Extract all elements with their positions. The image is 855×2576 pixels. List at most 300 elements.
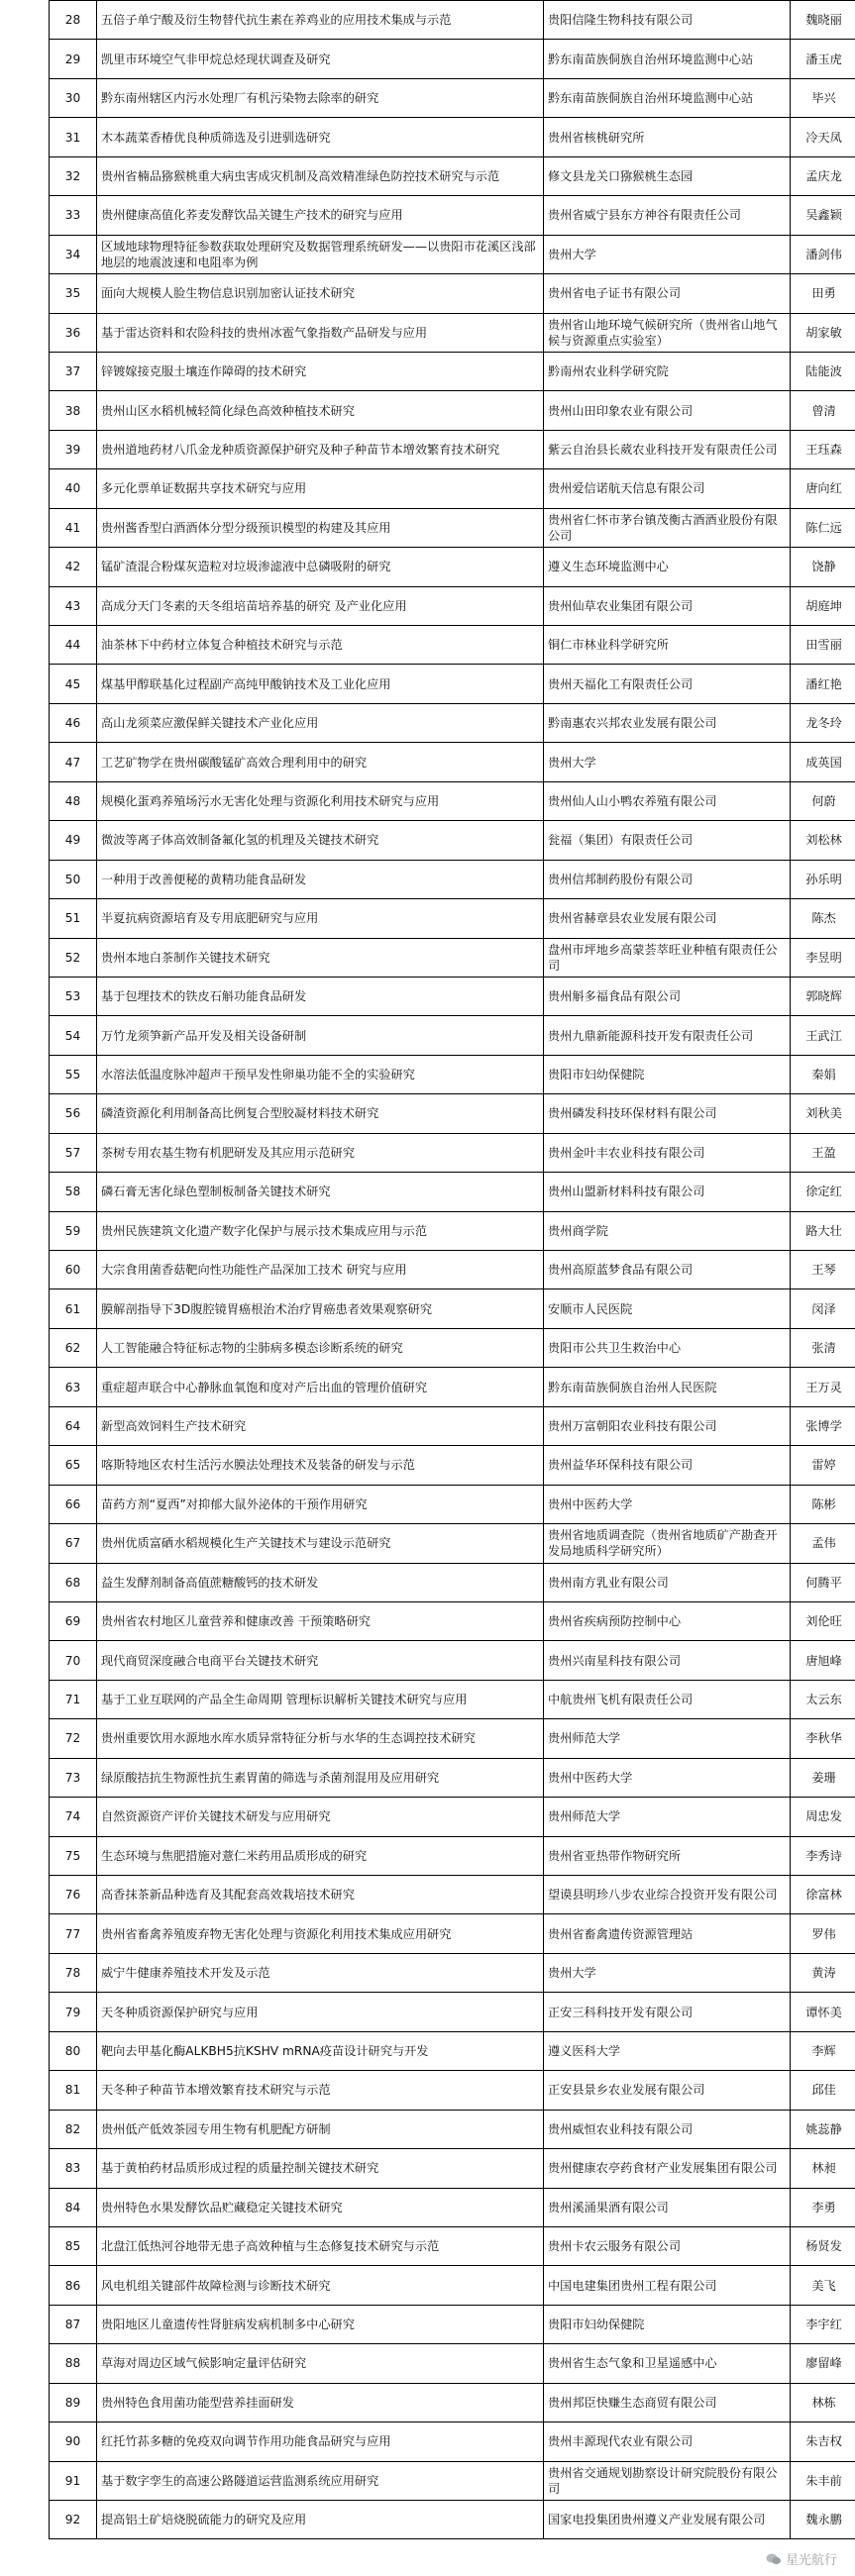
row-number-cell: 35 bbox=[50, 274, 97, 313]
principal-investigator-cell: 杨贤发 bbox=[791, 2226, 855, 2265]
principal-investigator-cell: 刘秋美 bbox=[791, 1094, 855, 1133]
organization-cell: 贵州九鼎新能源科技开发有限责任公司 bbox=[544, 1016, 791, 1055]
row-number-cell: 33 bbox=[50, 196, 97, 235]
principal-investigator-cell: 李昱明 bbox=[791, 938, 855, 977]
organization-cell: 贵州天福化工有限责任公司 bbox=[544, 665, 791, 703]
principal-investigator-cell: 刘松林 bbox=[791, 821, 855, 860]
principal-investigator-cell: 徐定红 bbox=[791, 1173, 855, 1211]
project-title-cell: 贵州本地白茶制作关键技术研究 bbox=[97, 938, 544, 977]
table-row bbox=[50, 665, 855, 703]
row-number-cell: 88 bbox=[50, 2344, 97, 2383]
table-row bbox=[50, 1055, 855, 1093]
organization-cell: 望谟县明珍八步农业综合投资开发有限公司 bbox=[544, 1876, 791, 1914]
row-number-cell: 53 bbox=[50, 977, 97, 1015]
table-row bbox=[50, 586, 855, 625]
principal-investigator-cell: 陈彬 bbox=[791, 1485, 855, 1523]
table-row bbox=[50, 430, 855, 468]
table-row bbox=[50, 1563, 855, 1601]
organization-cell: 贵州省山地环境气候研究所（贵州省山地气候与资源重点实验室） bbox=[544, 313, 791, 352]
project-title-cell: 贵州重要饮用水源地水库水质异常特征分析与水华的生态调控技术研究 bbox=[97, 1719, 544, 1758]
organization-cell: 贵州商学院 bbox=[544, 1211, 791, 1250]
project-title-cell: 规模化蛋鸡养殖场污水无害化处理与资源化利用技术研究与应用 bbox=[97, 781, 544, 820]
principal-investigator-cell: 秦娟 bbox=[791, 1055, 855, 1093]
row-number-cell: 79 bbox=[50, 1993, 97, 2031]
project-title-cell: 自然资源资产评价关键技术研发与应用研究 bbox=[97, 1798, 544, 1836]
project-title-cell: 绿原酸拮抗生物源性抗生素胃菌的筛选与杀菌剂混用及应用研究 bbox=[97, 1758, 544, 1797]
principal-investigator-cell: 林昶 bbox=[791, 2149, 855, 2188]
row-number-cell: 86 bbox=[50, 2266, 97, 2305]
principal-investigator-cell: 孙乐明 bbox=[791, 860, 855, 898]
table-row bbox=[50, 548, 855, 586]
project-title-cell: 区域地球物理特征参数获取处理研究及数据管理系统研发——以贵阳市花溪区浅部地层的地震波速和电阻率为例 bbox=[97, 235, 544, 273]
table-row bbox=[50, 2149, 855, 2188]
row-number-cell: 77 bbox=[50, 1914, 97, 1953]
principal-investigator-cell: 陆能波 bbox=[791, 352, 855, 390]
principal-investigator-cell: 陈杰 bbox=[791, 899, 855, 938]
table-row bbox=[50, 1914, 855, 1953]
project-title-cell: 贵州道地药材八爪金龙种质资源保护研究及种子种苗节本增效繁育技术研究 bbox=[97, 430, 544, 468]
principal-investigator-cell: 毕兴 bbox=[791, 78, 855, 117]
project-title-cell: 茶树专用农基生物有机肥研发及其应用示范研究 bbox=[97, 1133, 544, 1172]
table-row bbox=[50, 1328, 855, 1367]
principal-investigator-cell: 陈仁远 bbox=[791, 508, 855, 547]
table-row bbox=[50, 899, 855, 938]
table-row bbox=[50, 1173, 855, 1211]
project-title-cell: 磷石膏无害化绿色塑制板制备关键技术研究 bbox=[97, 1173, 544, 1211]
project-title-cell: 膜解剖指导下3D腹腔镜胃癌根治术治疗胃癌患者效果观察研究 bbox=[97, 1289, 544, 1328]
project-title-cell: 风电机组关键部件故障检测与诊断技术研究 bbox=[97, 2266, 544, 2305]
table-row bbox=[50, 977, 855, 1015]
row-number-cell: 38 bbox=[50, 391, 97, 430]
table-row bbox=[50, 1719, 855, 1758]
principal-investigator-cell: 王万灵 bbox=[791, 1368, 855, 1406]
table-row bbox=[50, 118, 855, 156]
table-row bbox=[50, 2188, 855, 2226]
organization-cell: 贵州省核桃研究所 bbox=[544, 118, 791, 156]
row-number-cell: 72 bbox=[50, 1719, 97, 1758]
project-title-cell: 水溶法低温度脉冲超声干预早发性卵巢功能不全的实验研究 bbox=[97, 1055, 544, 1093]
organization-cell: 贵州仙人山小鸭农养殖有限公司 bbox=[544, 781, 791, 820]
row-number-cell: 75 bbox=[50, 1836, 97, 1875]
principal-investigator-cell: 潘红艳 bbox=[791, 665, 855, 703]
table-row bbox=[50, 40, 855, 78]
project-title-cell: 贵州省畜禽养殖废弃物无害化处理与资源化利用技术集成应用研究 bbox=[97, 1914, 544, 1953]
table-row bbox=[50, 1798, 855, 1836]
organization-cell: 贵州大学 bbox=[544, 235, 791, 273]
organization-cell: 贵州省电子证书有限公司 bbox=[544, 274, 791, 313]
organization-cell: 贵州省威宁县东方神谷有限责任公司 bbox=[544, 196, 791, 235]
organization-cell: 正安三科科技开发有限公司 bbox=[544, 1993, 791, 2031]
table-row bbox=[50, 1601, 855, 1640]
row-number-cell: 62 bbox=[50, 1328, 97, 1367]
row-number-cell: 71 bbox=[50, 1680, 97, 1718]
row-number-cell: 73 bbox=[50, 1758, 97, 1797]
table-row bbox=[50, 1641, 855, 1680]
table-row bbox=[50, 1251, 855, 1289]
project-title-cell: 黔东南州辖区内污水处理厂有机污染物去除率的研究 bbox=[97, 78, 544, 117]
project-title-cell: 北盘江低热河谷地带无患子高效种植与生态修复技术研究与示范 bbox=[97, 2226, 544, 2265]
organization-cell: 贵州信邦制药股份有限公司 bbox=[544, 860, 791, 898]
row-number-cell: 48 bbox=[50, 781, 97, 820]
table-row bbox=[50, 2344, 855, 2383]
organization-cell: 遵义生态环境监测中心 bbox=[544, 548, 791, 586]
row-number-cell: 31 bbox=[50, 118, 97, 156]
organization-cell: 修文县龙关口猕猴桃生态园 bbox=[544, 156, 791, 195]
project-title-cell: 锌镀嫁接克服土壤连作障碍的技术研究 bbox=[97, 352, 544, 390]
principal-investigator-cell: 雷婷 bbox=[791, 1446, 855, 1485]
row-number-cell: 59 bbox=[50, 1211, 97, 1250]
project-title-cell: 半夏抗病资源培育及专用底肥研究与应用 bbox=[97, 899, 544, 938]
row-number-cell: 40 bbox=[50, 469, 97, 508]
row-number-cell: 74 bbox=[50, 1798, 97, 1836]
watermark-text: 星光航行 bbox=[785, 2553, 837, 2568]
project-title-cell: 益生发酵剂制备高值蔗糖酸钙的技术研发 bbox=[97, 1563, 544, 1601]
principal-investigator-cell: 吴鑫颖 bbox=[791, 196, 855, 235]
table-row bbox=[50, 274, 855, 313]
principal-investigator-cell: 廖留峰 bbox=[791, 2344, 855, 2383]
organization-cell: 贵州师范大学 bbox=[544, 1719, 791, 1758]
table-row bbox=[50, 2071, 855, 2110]
project-title-cell: 现代商贸深度融合电商平台关键技术研究 bbox=[97, 1641, 544, 1680]
project-title-cell: 天冬种子种苗节本增效繁育技术研究与示范 bbox=[97, 2071, 544, 2110]
principal-investigator-cell: 李勇 bbox=[791, 2188, 855, 2226]
row-number-cell: 87 bbox=[50, 2305, 97, 2343]
principal-investigator-cell: 徐富林 bbox=[791, 1876, 855, 1914]
principal-investigator-cell: 闵泽 bbox=[791, 1289, 855, 1328]
project-title-cell: 面向大规模人脸生物信息识别加密认证技术研究 bbox=[97, 274, 544, 313]
organization-cell: 贵州中医药大学 bbox=[544, 1758, 791, 1797]
project-table-body bbox=[50, 1, 855, 2539]
organization-cell: 遵义医科大学 bbox=[544, 2031, 791, 2070]
principal-investigator-cell: 张清 bbox=[791, 1328, 855, 1367]
project-title-cell: 贵州健康高值化荞麦发酵饮品关键生产技术的研究与应用 bbox=[97, 196, 544, 235]
organization-cell: 贵阳信隆生物科技有限公司 bbox=[544, 1, 791, 40]
table-row bbox=[50, 1680, 855, 1718]
organization-cell: 贵州省地质调查院（贵州省地质矿产勘查开发局地质科学研究所） bbox=[544, 1524, 791, 1563]
organization-cell: 盘州市坪地乡高蒙荟萃旺业种植有限责任公司 bbox=[544, 938, 791, 977]
row-number-cell: 66 bbox=[50, 1485, 97, 1523]
table-row bbox=[50, 156, 855, 195]
project-title-cell: 基于雷达资料和农险科技的贵州冰雹气象指数产品研发与应用 bbox=[97, 313, 544, 352]
watermark bbox=[766, 2549, 837, 2568]
project-title-cell: 大宗食用菌香菇靶向性功能性产品深加工技术 研究与应用 bbox=[97, 1251, 544, 1289]
project-title-cell: 新型高效饲料生产技术研究 bbox=[97, 1406, 544, 1445]
row-number-cell: 46 bbox=[50, 703, 97, 742]
project-title-cell: 生态环境与焦肥措施对薏仁米药用品质形成的研究 bbox=[97, 1836, 544, 1875]
row-number-cell: 63 bbox=[50, 1368, 97, 1406]
project-title-cell: 贵州山区水稻机械轻简化绿色高效种植技术研究 bbox=[97, 391, 544, 430]
principal-investigator-cell: 王盈 bbox=[791, 1133, 855, 1172]
principal-investigator-cell: 潘剑伟 bbox=[791, 235, 855, 273]
principal-investigator-cell: 龙冬玲 bbox=[791, 703, 855, 742]
project-title-cell: 基于工业互联网的产品全生命周期 管理标识解析关键技术研究与应用 bbox=[97, 1680, 544, 1718]
project-title-cell: 贵州省农村地区儿童营养和健康改善 干预策略研究 bbox=[97, 1601, 544, 1640]
row-number-cell: 65 bbox=[50, 1446, 97, 1485]
principal-investigator-cell: 唐旭峰 bbox=[791, 1641, 855, 1680]
principal-investigator-cell: 唐向红 bbox=[791, 469, 855, 508]
organization-cell: 正安县景乡农业发展有限公司 bbox=[544, 2071, 791, 2110]
principal-investigator-cell: 姜珊 bbox=[791, 1758, 855, 1797]
project-title-cell: 工艺矿物学在贵州碳酸锰矿高效合理利用中的研究 bbox=[97, 743, 544, 781]
table-row bbox=[50, 703, 855, 742]
organization-cell: 贵阳市妇幼保健院 bbox=[544, 2305, 791, 2343]
organization-cell: 黔南惠农兴邦农业发展有限公司 bbox=[544, 703, 791, 742]
project-title-cell: 贵州省楠品猕猴桃重大病虫害成灾机制及高效精准绿色防控技术研究与示范 bbox=[97, 156, 544, 195]
organization-cell: 贵州省疾病预防控制中心 bbox=[544, 1601, 791, 1640]
table-row bbox=[50, 1133, 855, 1172]
principal-investigator-cell: 成英国 bbox=[791, 743, 855, 781]
principal-investigator-cell: 姚蕊静 bbox=[791, 2110, 855, 2148]
table-row bbox=[50, 469, 855, 508]
table-row bbox=[50, 1289, 855, 1328]
organization-cell: 贵州省亚热带作物研究所 bbox=[544, 1836, 791, 1875]
principal-investigator-cell: 胡家敏 bbox=[791, 313, 855, 352]
principal-investigator-cell: 王珏森 bbox=[791, 430, 855, 468]
organization-cell: 黔东南苗族侗族自治州人民医院 bbox=[544, 1368, 791, 1406]
row-number-cell: 49 bbox=[50, 821, 97, 860]
row-number-cell: 89 bbox=[50, 2383, 97, 2421]
table-row bbox=[50, 2305, 855, 2343]
organization-cell: 贵州山田印象农业有限公司 bbox=[544, 391, 791, 430]
table-row bbox=[50, 1, 855, 40]
row-number-cell: 39 bbox=[50, 430, 97, 468]
table-row bbox=[50, 2461, 855, 2500]
row-number-cell: 44 bbox=[50, 626, 97, 665]
organization-cell: 铜仁市林业科学研究所 bbox=[544, 626, 791, 665]
project-title-cell: 凯里市环境空气非甲烷总烃现状调查及研究 bbox=[97, 40, 544, 78]
organization-cell: 贵州省交通规划勘察设计研究院股份有限公司 bbox=[544, 2461, 791, 2500]
project-title-cell: 木本蔬菜香椿优良种质筛选及引进驯选研究 bbox=[97, 118, 544, 156]
organization-cell: 贵州邦臣快赚生态商贸有限公司 bbox=[544, 2383, 791, 2421]
principal-investigator-cell: 邱佳 bbox=[791, 2071, 855, 2110]
table-row bbox=[50, 1368, 855, 1406]
organization-cell: 贵州磷发科技环保材料有限公司 bbox=[544, 1094, 791, 1133]
table-row bbox=[50, 1446, 855, 1485]
project-title-cell: 贵州民族建筑文化遗产数字化保护与展示技术集成应用与示范 bbox=[97, 1211, 544, 1250]
organization-cell: 贵阳市妇幼保健院 bbox=[544, 1055, 791, 1093]
table-row bbox=[50, 2501, 855, 2539]
project-title-cell: 喀斯特地区农村生活污水膜法处理技术及装备的研发与示范 bbox=[97, 1446, 544, 1485]
project-title-cell: 重症超声联合中心静脉血氧饱和度对产后出血的管理价值研究 bbox=[97, 1368, 544, 1406]
project-title-cell: 贵阳地区儿童遗传性肾脏病发病机制多中心研究 bbox=[97, 2305, 544, 2343]
organization-cell: 贵州南方乳业有限公司 bbox=[544, 1563, 791, 1601]
organization-cell: 黔东南苗族侗族自治州环境监测中心站 bbox=[544, 78, 791, 117]
principal-investigator-cell: 孟庆龙 bbox=[791, 156, 855, 195]
table-row bbox=[50, 938, 855, 977]
principal-investigator-cell: 美飞 bbox=[791, 2266, 855, 2305]
organization-cell: 贵州省赫章县农业发展有限公司 bbox=[544, 899, 791, 938]
organization-cell: 中国电建集团贵州工程有限公司 bbox=[544, 2266, 791, 2305]
project-title-cell: 贵州优质富硒水稻规模化生产关键技术与建设示范研究 bbox=[97, 1524, 544, 1563]
principal-investigator-cell: 罗伟 bbox=[791, 1914, 855, 1953]
principal-investigator-cell: 谭怀美 bbox=[791, 1993, 855, 2031]
row-number-cell: 51 bbox=[50, 899, 97, 938]
organization-cell: 贵州益华环保科技有限公司 bbox=[544, 1446, 791, 1485]
principal-investigator-cell: 朱丰前 bbox=[791, 2461, 855, 2500]
organization-cell: 中航贵州飞机有限责任公司 bbox=[544, 1680, 791, 1718]
row-number-cell: 42 bbox=[50, 548, 97, 586]
table-row bbox=[50, 1524, 855, 1563]
project-title-cell: 贵州特色水果发酵饮品贮藏稳定关键技术研究 bbox=[97, 2188, 544, 2226]
project-title-cell: 油茶林下中药材立体复合种植技术研究与示范 bbox=[97, 626, 544, 665]
table-row bbox=[50, 860, 855, 898]
table-row bbox=[50, 821, 855, 860]
row-number-cell: 68 bbox=[50, 1563, 97, 1601]
organization-cell: 贵州高原蓝梦食品有限公司 bbox=[544, 1251, 791, 1289]
table-row bbox=[50, 1211, 855, 1250]
row-number-cell: 85 bbox=[50, 2226, 97, 2265]
table-row bbox=[50, 1758, 855, 1797]
project-title-cell: 高香抹茶新品种选育及其配套高效栽培技术研究 bbox=[97, 1876, 544, 1914]
row-number-cell: 92 bbox=[50, 2501, 97, 2539]
row-number-cell: 60 bbox=[50, 1251, 97, 1289]
principal-investigator-cell: 田勇 bbox=[791, 274, 855, 313]
organization-cell: 黔南州农业科学研究院 bbox=[544, 352, 791, 390]
row-number-cell: 56 bbox=[50, 1094, 97, 1133]
table-row bbox=[50, 196, 855, 235]
principal-investigator-cell: 田雪丽 bbox=[791, 626, 855, 665]
row-number-cell: 58 bbox=[50, 1173, 97, 1211]
row-number-cell: 90 bbox=[50, 2422, 97, 2461]
organization-cell: 贵州万富朝阳农业科技有限公司 bbox=[544, 1406, 791, 1445]
organization-cell: 贵州兴南星科技有限公司 bbox=[544, 1641, 791, 1680]
table-row bbox=[50, 743, 855, 781]
principal-investigator-cell: 朱吉权 bbox=[791, 2422, 855, 2461]
organization-cell: 贵州省仁怀市茅台镇茂衡古酒酒业股份有限公司 bbox=[544, 508, 791, 547]
row-number-cell: 29 bbox=[50, 40, 97, 78]
organization-cell: 贵州斛多福食品有限公司 bbox=[544, 977, 791, 1015]
row-number-cell: 32 bbox=[50, 156, 97, 195]
row-number-cell: 82 bbox=[50, 2110, 97, 2148]
principal-investigator-cell: 周忠发 bbox=[791, 1798, 855, 1836]
organization-cell: 贵阳市公共卫生救治中心 bbox=[544, 1328, 791, 1367]
table-row bbox=[50, 1836, 855, 1875]
organization-cell: 贵州省生态气象和卫星遥感中心 bbox=[544, 2344, 791, 2383]
row-number-cell: 70 bbox=[50, 1641, 97, 1680]
principal-investigator-cell: 王琴 bbox=[791, 1251, 855, 1289]
row-number-cell: 67 bbox=[50, 1524, 97, 1563]
project-title-cell: 高成分天门冬素的天冬组培苗培养基的研究 及产业化应用 bbox=[97, 586, 544, 625]
row-number-cell: 47 bbox=[50, 743, 97, 781]
organization-cell: 国家电投集团贵州遵义产业发展有限公司 bbox=[544, 2501, 791, 2539]
principal-investigator-cell: 魏永鹏 bbox=[791, 2501, 855, 2539]
table-row bbox=[50, 1876, 855, 1914]
project-title-cell: 基于包埋技术的铁皮石斛功能食品研发 bbox=[97, 977, 544, 1015]
principal-investigator-cell: 李宇红 bbox=[791, 2305, 855, 2343]
principal-investigator-cell: 饶静 bbox=[791, 548, 855, 586]
row-number-cell: 83 bbox=[50, 2149, 97, 2188]
project-title-cell: 红托竹荪多糖的免疫双向调节作用功能食品研究与应用 bbox=[97, 2422, 544, 2461]
organization-cell: 贵州卡农云服务有限公司 bbox=[544, 2226, 791, 2265]
project-title-cell: 万竹龙须笋新产品开发及相关设备研制 bbox=[97, 1016, 544, 1055]
table-row bbox=[50, 1993, 855, 2031]
principal-investigator-cell: 李秀诗 bbox=[791, 1836, 855, 1875]
table-row bbox=[50, 2031, 855, 2070]
project-title-cell: 贵州特色食用菌功能型营养挂面研发 bbox=[97, 2383, 544, 2421]
project-title-cell: 草海对周边区域气候影响定量评估研究 bbox=[97, 2344, 544, 2383]
table-row bbox=[50, 1953, 855, 1992]
table-row bbox=[50, 235, 855, 273]
project-title-cell: 多元化票单证数据共享技术研究与应用 bbox=[97, 469, 544, 508]
project-title-cell: 提高铝土矿焙烧脱硫能力的研究及应用 bbox=[97, 2501, 544, 2539]
organization-cell: 黔东南苗族侗族自治州环境监测中心站 bbox=[544, 40, 791, 78]
organization-cell: 贵州大学 bbox=[544, 1953, 791, 1992]
row-number-cell: 41 bbox=[50, 508, 97, 547]
project-title-cell: 煤基甲醇联基化过程副产高纯甲酸钠技术及工业化应用 bbox=[97, 665, 544, 703]
organization-cell: 贵州健康农亭药食材产业发展集团有限公司 bbox=[544, 2149, 791, 2188]
principal-investigator-cell: 李秋华 bbox=[791, 1719, 855, 1758]
principal-investigator-cell: 王武江 bbox=[791, 1016, 855, 1055]
project-table-wrapper bbox=[49, 0, 855, 2539]
principal-investigator-cell: 潘玉虎 bbox=[791, 40, 855, 78]
table-row bbox=[50, 2383, 855, 2421]
table-row bbox=[50, 2110, 855, 2148]
principal-investigator-cell: 路大壮 bbox=[791, 1211, 855, 1250]
project-title-cell: 基于黄柏药材品质形成过程的质量控制关键技术研究 bbox=[97, 2149, 544, 2188]
principal-investigator-cell: 林栋 bbox=[791, 2383, 855, 2421]
project-title-cell: 锰矿渣混合粉煤灰造粒对垃圾渗滤液中总磷吸附的研究 bbox=[97, 548, 544, 586]
row-number-cell: 43 bbox=[50, 586, 97, 625]
row-number-cell: 78 bbox=[50, 1953, 97, 1992]
table-row bbox=[50, 1094, 855, 1133]
row-number-cell: 91 bbox=[50, 2461, 97, 2500]
principal-investigator-cell: 何蔚 bbox=[791, 781, 855, 820]
row-number-cell: 30 bbox=[50, 78, 97, 117]
row-number-cell: 84 bbox=[50, 2188, 97, 2226]
principal-investigator-cell: 曾清 bbox=[791, 391, 855, 430]
principal-investigator-cell: 孟伟 bbox=[791, 1524, 855, 1563]
table-row bbox=[50, 2422, 855, 2461]
project-title-cell: 苗药方剂“夏西”对抑郁大鼠外泌体的干预作用研究 bbox=[97, 1485, 544, 1523]
row-number-cell: 52 bbox=[50, 938, 97, 977]
row-number-cell: 45 bbox=[50, 665, 97, 703]
principal-investigator-cell: 郭晓辉 bbox=[791, 977, 855, 1015]
row-number-cell: 61 bbox=[50, 1289, 97, 1328]
principal-investigator-cell: 魏晓丽 bbox=[791, 1, 855, 40]
row-number-cell: 69 bbox=[50, 1601, 97, 1640]
project-title-cell: 五倍子单宁酸及衍生物替代抗生素在养鸡业的应用技术集成与示范 bbox=[97, 1, 544, 40]
row-number-cell: 57 bbox=[50, 1133, 97, 1172]
table-row bbox=[50, 508, 855, 547]
organization-cell: 贵州丰源现代农业有限公司 bbox=[544, 2422, 791, 2461]
project-title-cell: 天冬种质资源保护研究与应用 bbox=[97, 1993, 544, 2031]
table-row bbox=[50, 1016, 855, 1055]
row-number-cell: 80 bbox=[50, 2031, 97, 2070]
project-title-cell: 贵州低产低效茶园专用生物有机肥配方研制 bbox=[97, 2110, 544, 2148]
row-number-cell: 36 bbox=[50, 313, 97, 352]
principal-investigator-cell: 黄涛 bbox=[791, 1953, 855, 1992]
wechat-icon bbox=[766, 2551, 782, 2567]
organization-cell: 贵州仙草农业集团有限公司 bbox=[544, 586, 791, 625]
organization-cell: 安顺市人民医院 bbox=[544, 1289, 791, 1328]
organization-cell: 瓮福（集团）有限责任公司 bbox=[544, 821, 791, 860]
table-row bbox=[50, 2226, 855, 2265]
project-title-cell: 人工智能融合特征标志物的尘肺病多模态诊断系统的研究 bbox=[97, 1328, 544, 1367]
project-title-cell: 一种用于改善便秘的黄精功能食品研发 bbox=[97, 860, 544, 898]
table-row bbox=[50, 313, 855, 352]
organization-cell: 贵州省畜禽遗传资源管理站 bbox=[544, 1914, 791, 1953]
organization-cell: 贵州溪涌果酒有限公司 bbox=[544, 2188, 791, 2226]
organization-cell: 贵州爱信诺航天信息有限公司 bbox=[544, 469, 791, 508]
row-number-cell: 34 bbox=[50, 235, 97, 273]
organization-cell: 贵州金叶丰农业科技有限公司 bbox=[544, 1133, 791, 1172]
table-row bbox=[50, 1406, 855, 1445]
row-number-cell: 76 bbox=[50, 1876, 97, 1914]
organization-cell: 贵州师范大学 bbox=[544, 1798, 791, 1836]
project-title-cell: 高山龙须菜应激保鲜关键技术产业化应用 bbox=[97, 703, 544, 742]
principal-investigator-cell: 李辉 bbox=[791, 2031, 855, 2070]
organization-cell: 贵州中医药大学 bbox=[544, 1485, 791, 1523]
